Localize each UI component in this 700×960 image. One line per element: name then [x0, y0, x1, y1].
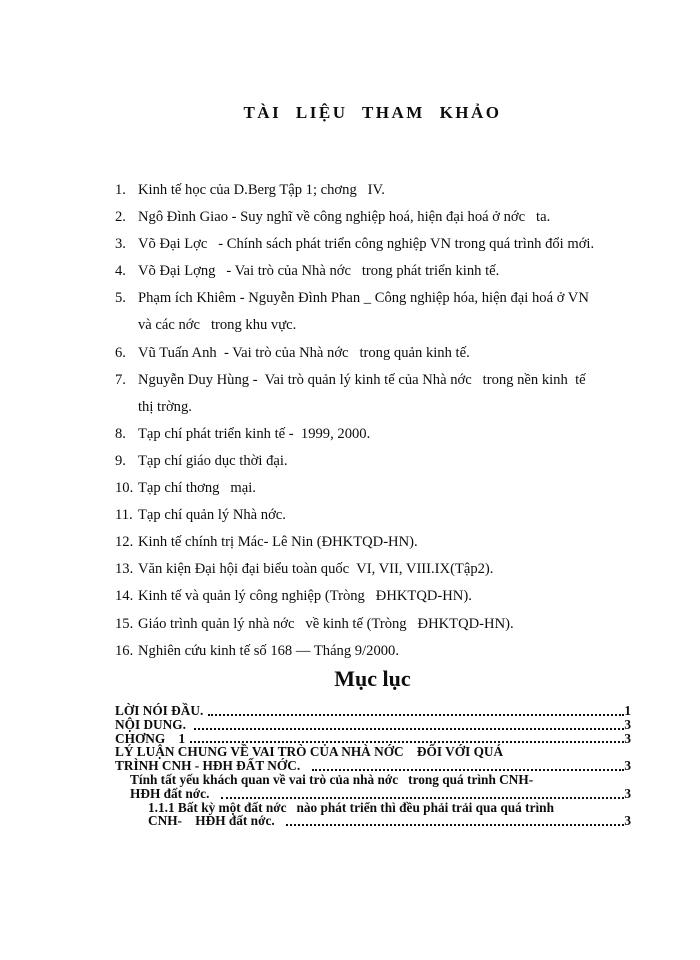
toc-line — [130, 787, 631, 801]
reference-text — [138, 177, 640, 204]
toc-page-number: 3 — [624, 785, 631, 801]
toc-leader-dots — [312, 769, 625, 771]
reference-number: 16. — [115, 642, 134, 659]
toc-page-number: 3 — [624, 758, 631, 774]
toc-leader-dots — [221, 797, 624, 799]
toc-line — [115, 759, 631, 773]
reference-number: 3. — [115, 236, 126, 253]
reference-item — [115, 204, 640, 231]
reference-number: 13. — [115, 561, 134, 578]
reference-item — [115, 340, 640, 367]
reference-text — [138, 285, 640, 339]
reference-item — [115, 367, 640, 421]
reference-text — [138, 556, 640, 583]
reference-line: Tạp chí thơng mại. — [138, 480, 256, 497]
reference-line: Võ Đại Lợng - Vai trò của Nhà nớc trong phát triển kinh tế. — [138, 263, 500, 280]
toc-line — [148, 814, 631, 828]
reference-line: Kinh tế chính trị Mác- Lê Nin (ĐHKTQD-HN). — [138, 534, 418, 551]
reference-item — [115, 638, 640, 665]
reference-line: Vũ Tuấn Anh - Vai trò của Nhà nớc trong quản kinh tế. — [138, 344, 470, 361]
toc-page-number: 3 — [624, 730, 631, 746]
reference-line: Tạp chí giáo dục thời đại. — [138, 452, 288, 469]
toc-entry — [115, 732, 631, 746]
reference-item — [115, 448, 640, 475]
reference-number: 10. — [115, 480, 134, 497]
toc-entry-label: LỜI NÓI ĐẦU. — [115, 703, 204, 718]
reference-text — [138, 367, 640, 421]
reference-line: Kinh tế học của D.Berg Tập 1; chơng IV. — [138, 182, 385, 198]
reference-number: 9. — [115, 452, 126, 469]
reference-line: và các nớc trong khu vực. — [138, 317, 297, 334]
reference-item — [115, 583, 640, 610]
reference-number: 5. — [115, 290, 126, 307]
toc-page-number: 3 — [624, 716, 631, 732]
reference-line: Tạp chí phát triển kinh tế - 1999, 2000. — [138, 425, 371, 442]
reference-item — [115, 475, 640, 502]
reference-text — [138, 583, 640, 610]
reference-number: 12. — [115, 534, 134, 551]
table-of-contents — [115, 704, 631, 828]
toc-entry — [115, 773, 631, 801]
reference-item — [115, 231, 640, 258]
reference-number: 8. — [115, 425, 126, 442]
toc-leader-dots — [286, 824, 624, 826]
reference-text — [138, 258, 640, 285]
toc-entry — [115, 718, 631, 732]
reference-item — [115, 285, 640, 339]
reference-line: Kinh tế và quản lý công nghiệp (Tròng ĐHKTQD-HN). — [138, 588, 472, 605]
toc-line — [115, 704, 631, 718]
references-list — [115, 177, 640, 665]
toc-line: LÝ LUẬN CHUNG VỀ VAI TRÒ CỦA NHÀ NỚC ĐỐI VỚI QUÁ — [115, 744, 504, 760]
reference-item — [115, 258, 640, 285]
reference-line: Phạm ích Khiêm - Nguyễn Đình Phan _ Công nghiệp hóa, hiện đại hoá ở VN — [138, 290, 589, 307]
toc-line — [115, 718, 631, 732]
reference-line: Nghiên cứu kinh tế số 168 — Tháng 9/2000. — [138, 642, 399, 659]
reference-item — [115, 502, 640, 529]
toc-title: Mục lục — [334, 666, 411, 691]
reference-item — [115, 177, 640, 204]
reference-line: Văn kiện Đại hội đại biểu toàn quốc VI, VII, VIII.IX(Tập2). — [138, 561, 494, 578]
reference-line: thị trờng. — [138, 398, 192, 415]
toc-entry-label: HĐH đất nớc. — [130, 785, 217, 801]
reference-item — [115, 556, 640, 583]
toc-leader-dots — [208, 714, 624, 716]
reference-number: 11. — [115, 507, 133, 524]
reference-line: Tạp chí quản lý Nhà nớc. — [138, 507, 286, 524]
reference-text — [138, 448, 640, 475]
toc-entry — [115, 801, 631, 829]
toc-entry-label: TRÌNH CNH - HĐH ĐẤT NỚC. — [115, 758, 307, 774]
reference-text — [138, 421, 640, 448]
toc-entry — [115, 745, 631, 773]
reference-item — [115, 529, 640, 556]
reference-line: Ngô Đình Giao - Suy nghĩ về công nghiệp hoá, hiện đại hoá ở nớc ta. — [138, 209, 551, 226]
toc-entry-label: NỘI DUNG. — [115, 716, 190, 732]
reference-number: 15. — [115, 615, 134, 632]
reference-number: 14. — [115, 588, 134, 605]
toc-line: Tính tất yếu khách quan về vai trò của nhà nớc trong quá trình CNH- — [130, 771, 534, 787]
reference-text — [138, 475, 640, 502]
reference-number: 1. — [115, 182, 126, 198]
reference-text — [138, 611, 640, 638]
toc-line — [115, 732, 631, 746]
reference-number: 2. — [115, 209, 126, 226]
toc-line: 1.1.1 Bất kỳ một đất nớc nào phát triển thì đều phải trải qua quá trình — [148, 799, 554, 815]
reference-number: 6. — [115, 344, 126, 361]
toc-leader-dots — [194, 728, 624, 730]
reference-line: Võ Đại Lợc - Chính sách phát triển công nghiệp VN trong quá trình đổi mới. — [138, 236, 595, 253]
toc-page-number: 1 — [624, 703, 631, 718]
references-title: TÀI LIỆU THAM KHẢO — [243, 103, 502, 122]
reference-number: 4. — [115, 263, 126, 280]
reference-number: 7. — [115, 371, 126, 388]
reference-text — [138, 638, 640, 665]
reference-text — [138, 340, 640, 367]
reference-text — [138, 502, 640, 529]
toc-entry-label: CNH- HĐH đất nớc. — [148, 813, 282, 829]
toc-page-number: 3 — [624, 813, 631, 829]
toc-leader-dots — [190, 741, 624, 743]
reference-item — [115, 421, 640, 448]
toc-entry-label: CHƠNG 1 — [115, 730, 186, 746]
toc-entry — [115, 704, 631, 718]
reference-text — [138, 529, 640, 556]
reference-line: Nguyễn Duy Hùng - Vai trò quản lý kinh tế của Nhà nớc trong nền kinh tế — [138, 371, 586, 388]
reference-item — [115, 611, 640, 638]
reference-text — [138, 204, 640, 231]
reference-line: Giáo trình quản lý nhà nớc về kinh tế (Tròng ĐHKTQD-HN). — [138, 615, 514, 632]
reference-text — [138, 231, 640, 258]
